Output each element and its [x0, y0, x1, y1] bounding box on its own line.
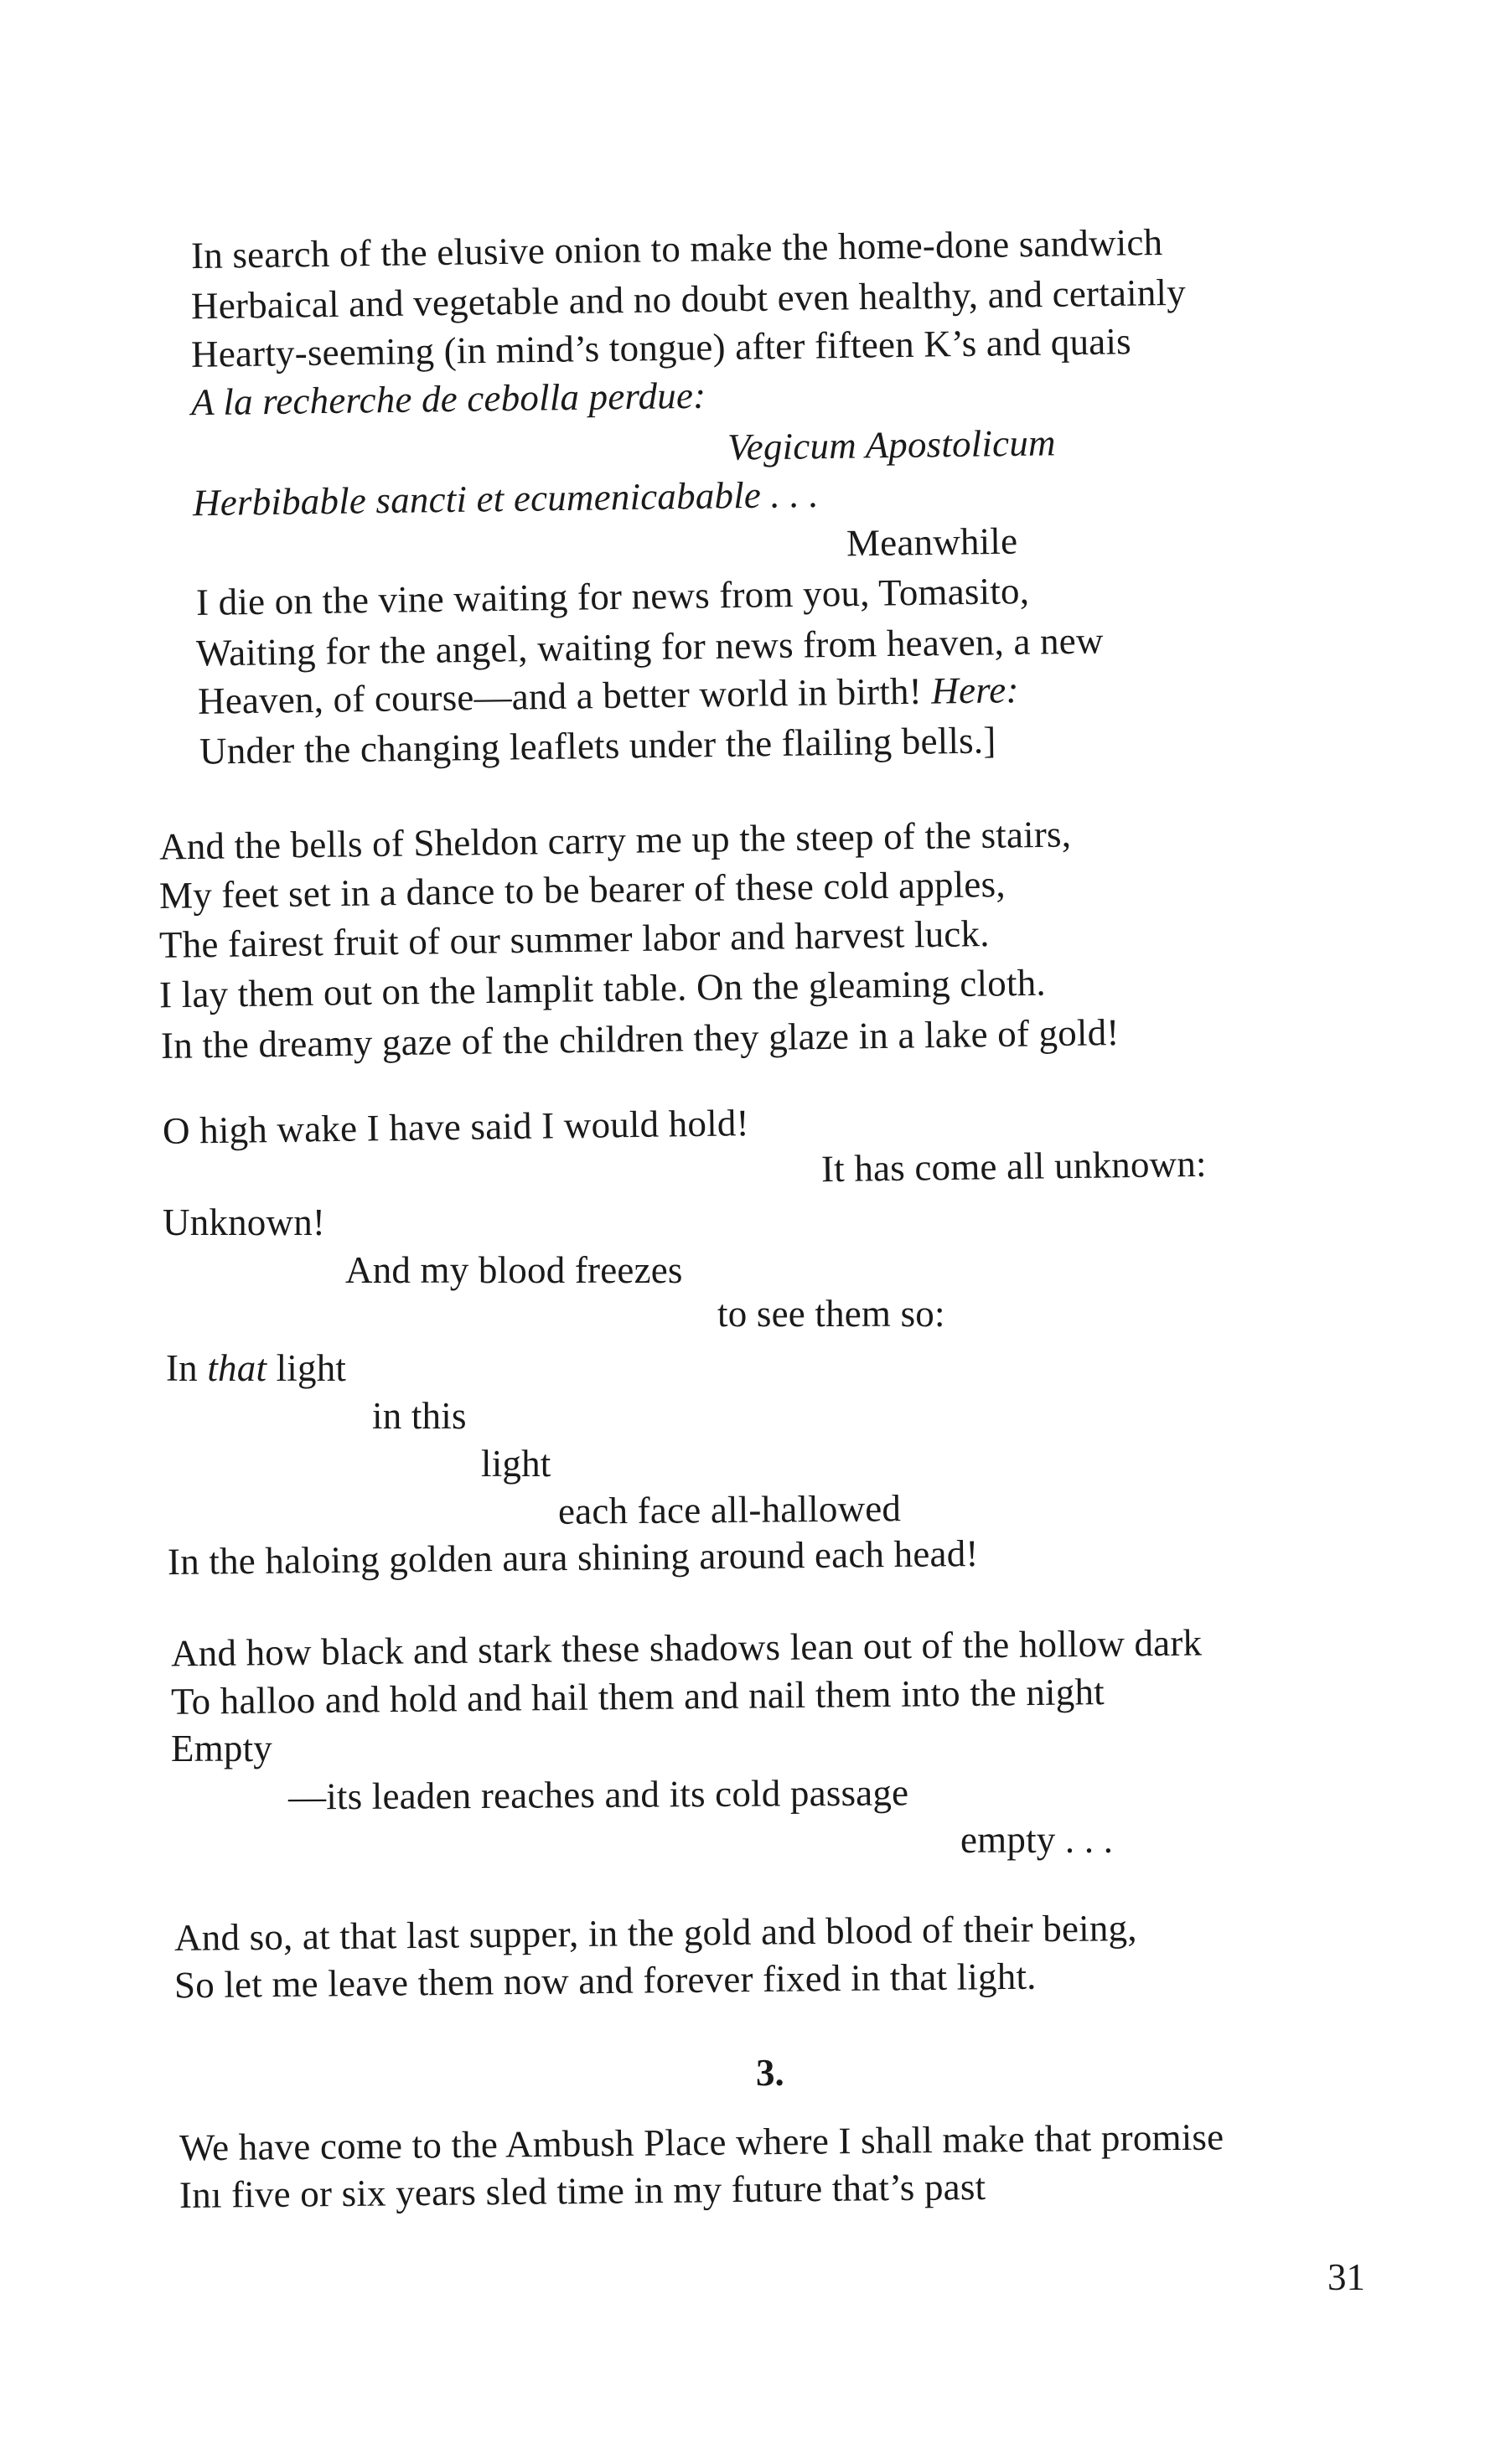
- poem-line: And how black and stark these shadows lean out of the hollow dark: [170, 1621, 1203, 1675]
- poem-line: Meanwhile: [846, 519, 1018, 565]
- poem-line: Inı five or six years sled time in my future that’s past: [179, 2165, 986, 2217]
- poem-line: O high wake I have said I would hold!: [162, 1102, 750, 1152]
- poem-line: So let me leave them now and forever fixed in that light.: [173, 1955, 1037, 2007]
- section-number: 3.: [756, 2052, 784, 2094]
- poem-line: I die on the vine waiting for news from you, Tomasito,: [195, 570, 1030, 623]
- poem-line: And my blood freezes: [345, 1249, 683, 1291]
- poem-line: Under the changing leaflets under the flailing bells.]: [199, 719, 996, 772]
- poem-line: My feet set in a dance to be bearer of these cold apples,: [158, 862, 1006, 917]
- poem-line: In search of the elusive onion to make the home-done sandwich: [190, 220, 1163, 277]
- poem-line: each face all-hallowed: [557, 1487, 902, 1532]
- poem-line: Hearty-seeming (in mind’s tongue) after fifteen K’s and quais: [190, 320, 1132, 375]
- poem-line: empty . . .: [960, 1819, 1114, 1861]
- poem-line: And the bells of Sheldon carry me up the steep of the stairs,: [158, 813, 1072, 868]
- poem-line: In the haloing golden aura shining around each head!: [167, 1532, 979, 1583]
- poem-line: Herbaical and vegetable and no doubt even healthy, and certainly: [190, 271, 1187, 328]
- poem-line: Heaven, of course—and a better world in birth! Here:: [197, 669, 1019, 722]
- poem-line: in this: [372, 1395, 467, 1437]
- poem-line: We have come to the Ambush Place where I shall make that promise: [179, 2115, 1224, 2169]
- page-number: 31: [1327, 2256, 1365, 2298]
- poem-line: To halloo and hold and hail them and nail them into the night: [170, 1671, 1105, 1723]
- poem-line: light: [481, 1443, 551, 1485]
- poem-line: It has come all unknown:: [820, 1142, 1208, 1191]
- poem-line: to see them so:: [717, 1293, 945, 1335]
- poem-line: And so, at that last supper, in the gold and blood of their being,: [173, 1906, 1137, 1960]
- poem-line: The fairest fruit of our summer labor and harvest luck.: [158, 912, 990, 966]
- poem-line-italic: Herbibable sancti et ecumenicabable . . .: [192, 473, 820, 524]
- poem-line: Waiting for the angel, waiting for news from heaven, a new: [195, 619, 1104, 674]
- poem-line: In that light: [166, 1347, 347, 1389]
- poem-line: —its leaden reaches and its cold passage: [287, 1771, 909, 1818]
- poem-line-italic: Vegicum Apostolicum: [727, 421, 1057, 468]
- poem-line-italic: A la recherche de cebolla perdue:: [190, 374, 706, 424]
- poem-line: In the dreamy gaze of the children they glaze in a lake of gold!: [160, 1011, 1120, 1067]
- poem-line: Unknown!: [163, 1201, 326, 1243]
- poem-line: I lay them out on the lamplit table. On the gleaming cloth.: [158, 961, 1047, 1016]
- poem-line: Empty: [171, 1728, 272, 1769]
